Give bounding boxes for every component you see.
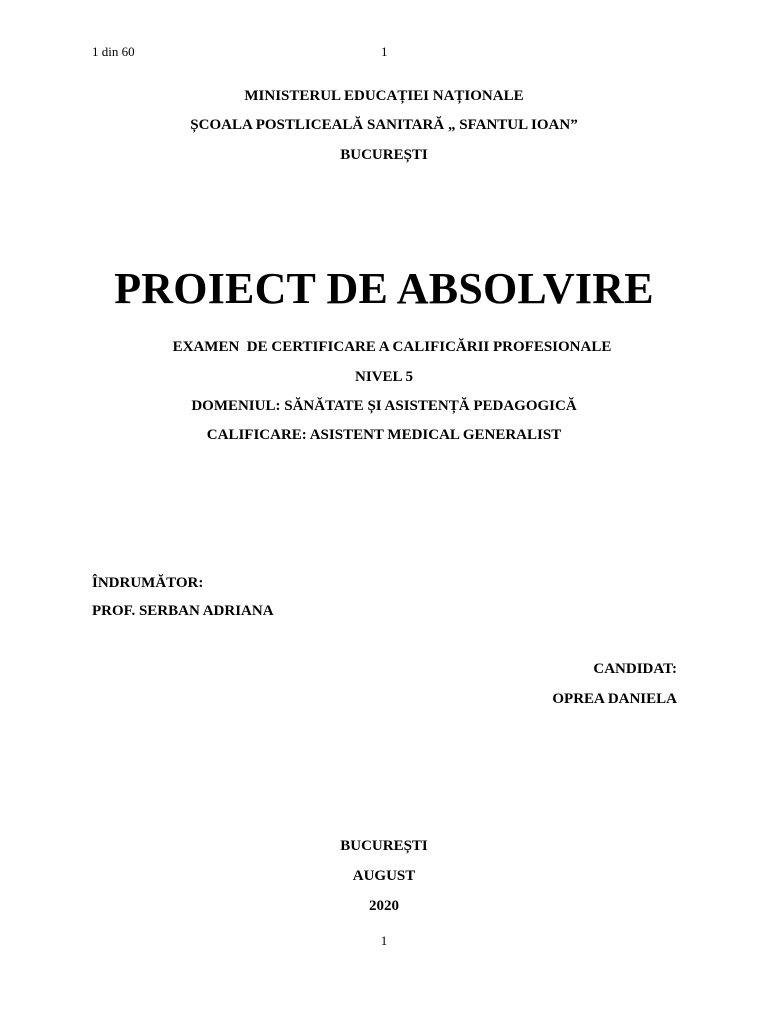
institution-city: BUCUREȘTI xyxy=(340,147,428,163)
page-number-top: 1 xyxy=(381,44,388,59)
page-number-bottom: 1 xyxy=(380,933,388,948)
project-title: PROIECT DE ABSOLVIRE xyxy=(114,264,654,313)
exam-line: EXAMEN DE CERTIFICARE A CALIFICĂRII PROFESIONALE xyxy=(172,339,612,355)
level-line: NIVEL 5 xyxy=(355,369,413,385)
candidate-name: OPREA DANIELA xyxy=(552,691,677,707)
candidate-label: CANDIDAT: xyxy=(593,661,677,677)
page-counter: 1 din 60 xyxy=(92,44,135,59)
domain-line: DOMENIUL: SĂNĂTATE ȘI ASISTENȚĂ PEDAGOGICĂ xyxy=(191,398,577,414)
mentor-name: PROF. SERBAN ADRIANA xyxy=(92,603,274,619)
footer-month: AUGUST xyxy=(352,868,416,884)
qualification-line: CALIFICARE: ASISTENT MEDICAL GENERALIST xyxy=(206,427,562,443)
footer-year: 2020 xyxy=(369,898,399,914)
ministry-name: MINISTERUL EDUCAȚIEI NAȚIONALE xyxy=(244,88,524,104)
school-name: ȘCOALA POSTLICEALĂ SANITARĂ „ SFANTUL IOAN” xyxy=(190,117,578,133)
footer-city: BUCUREȘTI xyxy=(340,838,428,854)
mentor-label: ÎNDRUMĂTOR: xyxy=(92,575,204,591)
